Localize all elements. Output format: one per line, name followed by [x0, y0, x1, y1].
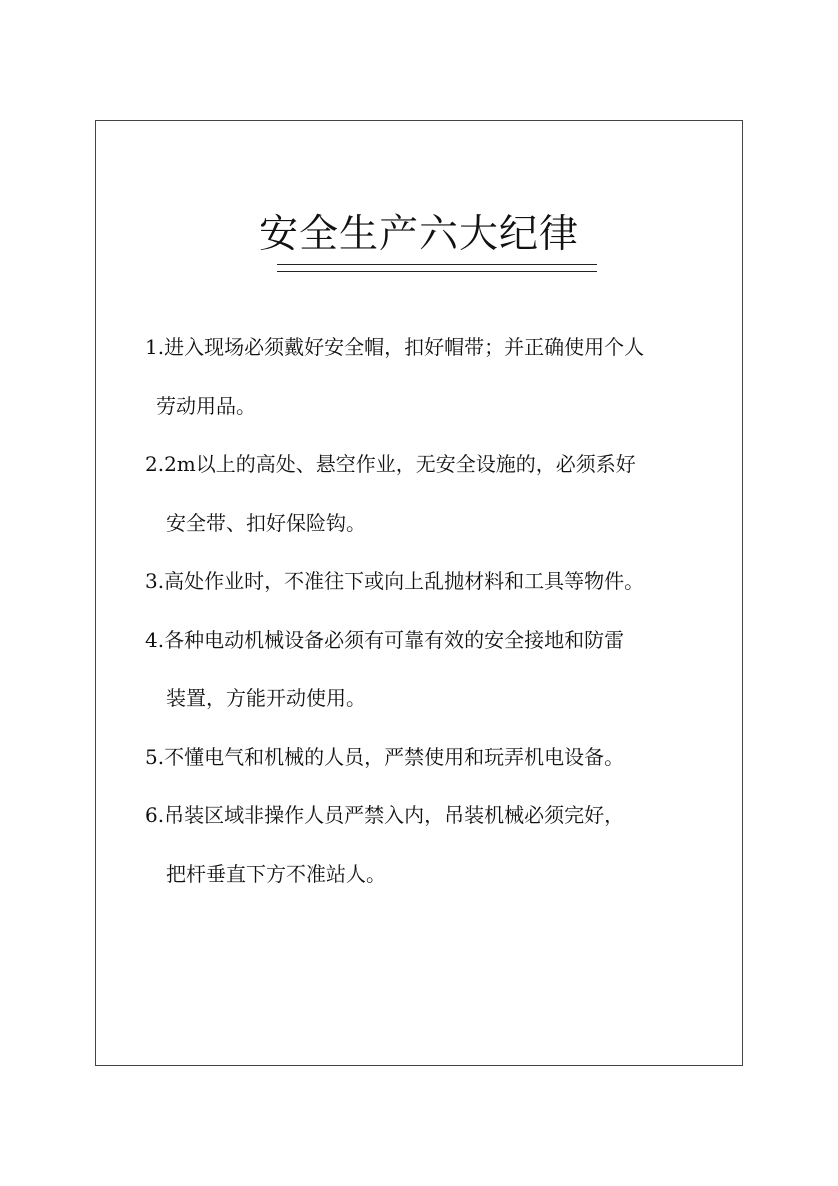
rule-line: 3.高处作业时，不准往下或向上乱抛材料和工具等物件。 [145, 569, 645, 593]
title-underline-top [277, 264, 597, 265]
rule-line: 1.进入现场必须戴好安全帽，扣好帽带；并正确使用个人 [145, 335, 645, 359]
rule-line: 装置，方能开动使用。 [166, 686, 366, 710]
rule-item-4 [0, 611, 838, 728]
rules-list [0, 318, 838, 903]
page-title: 安全生产六大纪律 [258, 212, 579, 257]
title-underline-bottom [277, 271, 597, 272]
rule-line: 把杆垂直下方不准站人。 [166, 861, 386, 886]
rule-item-1 [0, 318, 838, 435]
rule-item-2 [0, 435, 838, 552]
rule-item-6 [0, 786, 838, 903]
rule-item-3 [0, 552, 838, 611]
rule-line: 安全带、扣好保险钩。 [166, 510, 366, 535]
rule-line: 5.不懂电气和机械的人员，严禁使用和玩弄机电设备。 [145, 744, 625, 769]
rule-line: 4.各种电动机械设备必须有可靠有效的安全接地和防雷 [145, 627, 625, 652]
rule-item-5 [0, 728, 838, 787]
rule-line: 6.吊装区域非操作人员严禁入内，吊装机械必须完好， [145, 803, 625, 827]
rule-line: 劳动用品。 [156, 393, 256, 418]
rule-line: 2.2m以上的高处、悬空作业，无安全设施的，必须系好 [145, 452, 636, 476]
